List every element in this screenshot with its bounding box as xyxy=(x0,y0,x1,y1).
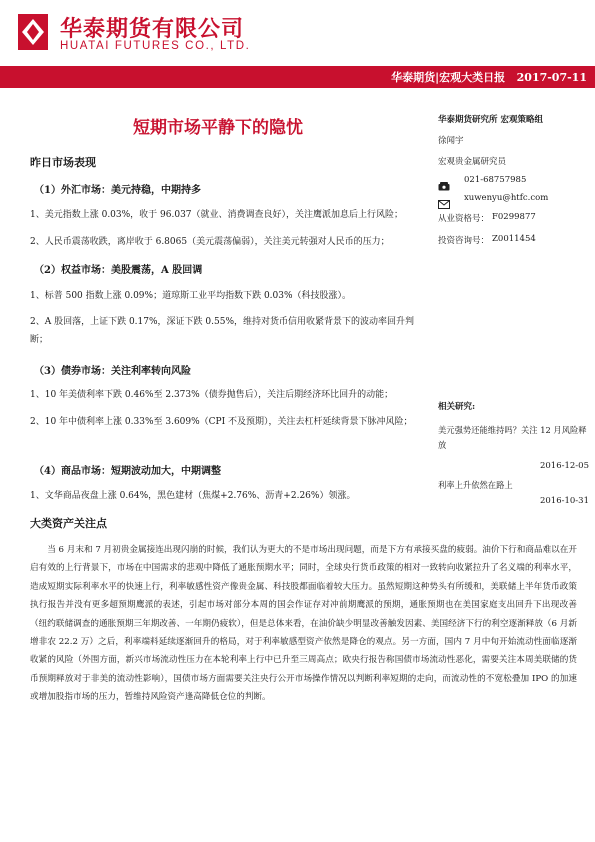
equity-item-2: 2、A 股回落，上证下跌 0.17%，深证下跌 0.55%，维持对货币信用收紧背景下的波动率回升判断； xyxy=(30,317,414,345)
related-item-title[interactable]: 利率上升依然在路上 xyxy=(438,480,513,490)
license-label: 从业资格号： xyxy=(438,214,490,224)
subheading-commodity: （4）商品市场：短期波动加大，中期调整 xyxy=(34,466,221,477)
bond-item-2: 2、10 年中债利率上涨 0.33%至 3.609%（CPI 不及预期），关注去杠杆延续背景下脉冲风险； xyxy=(30,417,413,427)
advisor-label: 投资咨询号： xyxy=(438,236,490,246)
analyst-title: 宏观贵金属研究员 xyxy=(438,157,507,167)
advisor-number: Z0011454 xyxy=(492,234,536,244)
subheading-bond: （3）债券市场：关注利率转向风险 xyxy=(34,366,191,377)
analyst-email[interactable]: xuwenyu@htfc.com xyxy=(464,193,549,203)
report-series-date: 华泰期货|宏观大类日报 2017-07-11 xyxy=(391,71,587,84)
related-item-date: 2016-10-31 xyxy=(539,496,589,506)
company-name-en: HUATAI FUTURES CO., LTD. xyxy=(60,40,251,52)
company-logo-icon xyxy=(18,14,48,50)
related-item-date: 2016-12-05 xyxy=(539,461,589,471)
related-research-heading: 相关研究: xyxy=(438,402,476,412)
section-heading-market: 昨日市场表现 xyxy=(30,156,96,169)
company-name-cn: 华泰期货有限公司 xyxy=(60,17,245,42)
related-item-title[interactable]: 美元强势还能维持吗？关注 12 月风险释放 xyxy=(438,425,587,450)
report-title: 短期市场平静下的隐忧 xyxy=(133,118,303,138)
section-heading-focus: 大类资产关注点 xyxy=(30,517,107,530)
research-group: 华泰期货研究所 宏观策略组 xyxy=(438,115,543,125)
mail-icon xyxy=(438,194,450,203)
report-header-bar xyxy=(0,66,595,88)
focus-paragraph: 当 6 月末和 7 月初贵金属接连出现闪崩的时候，我们认为更大的不是市场出现问题，而是下方有承接买盘的疲弱。油价下行和商品难以在开启有效的上行背景下，市场在中国需求的悲观中降低了通胀预期水平；同时，全球央行货币政策的相对一致转向收紧拉升了名义端的利率水平，造成短期实际利率水平的快速上行，利率敏感性资产像贵金属、科技股都面临着较大压力。虽然短期这种势头有所缓和，美联储上半年货币政策执行报告并没有更多超预期鹰派的表述，引起市场对部分本周的国会作证存对冲前期鹰派的预期，通胀预期也在美国家庭支出回升下出现改善（纽约联储调查的通胀预期三年期改善、一年期仍疲软），但是总体来看，在油价缺少明显改善触发因素、美国经济下行的利空逐渐释放（6 月新增非农 22.2 万）之后，利率端料延续逐渐回升的格局，对于利率敏感型资产依然是降仓的观点。另一方面，国内 7 月中旬开始流动性面临逐渐收紧的风险（外围方面，新兴市场流动性压力在本轮利率上行中已升至三周高点；欧央行报告称国债市场流动性恶化，需要关注本周美联储的货币预期释放对于非美的流动性影响），国债市场方面需要关注央行公开市场操作情况以判断利率短期的走向，而流动性的不宽松叠加 IPO 的加速或增加股指市场的压力，暂维持风险资产逢高降低仓位的判断。 xyxy=(30,545,577,703)
bond-item-1: 1、10 年美债利率下跌 0.46%至 2.373%（债券抛售后），关注后期经济环比回升的动能； xyxy=(30,390,394,400)
commodity-item-1: 1、文华商品夜盘上涨 0.64%，黑色建材（焦煤+2.76%、沥青+2.26%）领涨。 xyxy=(30,491,356,501)
subheading-equity: （2）权益市场：美股震荡，A 股回调 xyxy=(34,265,203,276)
subheading-fx: （1）外汇市场：美元持稳，中期持多 xyxy=(34,185,201,196)
phone-icon xyxy=(438,176,450,185)
analyst-phone: 021-68757985 xyxy=(464,175,527,185)
equity-item-1: 1、标普 500 指数上涨 0.09%；道琼斯工业平均指数下跌 0.03%（科技股涨）。 xyxy=(30,291,352,301)
fx-item-1: 1、美元指数上涨 0.03%，收于 96.037（就业、消费调查良好），关注鹰派加息后上行风险； xyxy=(30,210,404,220)
analyst-name: 徐闻宇 xyxy=(438,136,464,146)
fx-item-2: 2、人民币震荡收跌，离岸收于 6.8065（美元震荡偏弱），关注美元转强对人民币的压力； xyxy=(30,237,390,247)
license-number: F0299877 xyxy=(492,212,536,222)
